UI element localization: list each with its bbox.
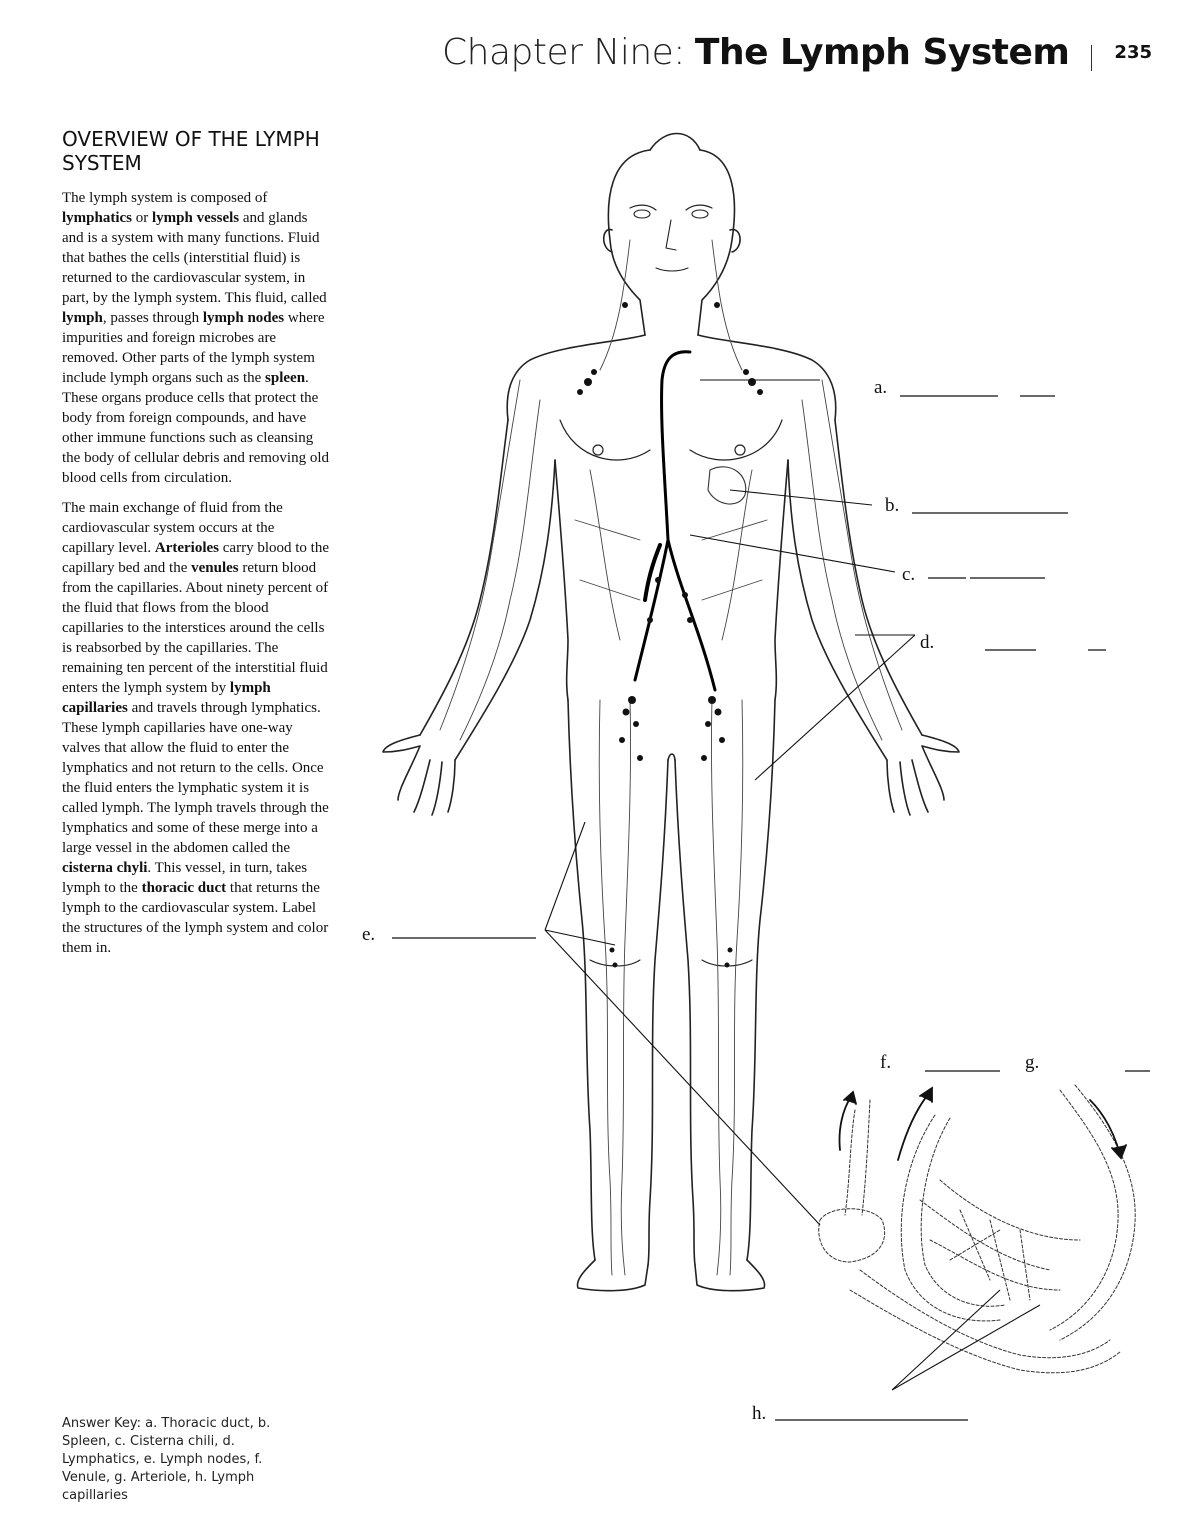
bold-term: lymph (62, 310, 103, 326)
chapter-prefix: Chapter Nine: (442, 32, 685, 73)
text-run: that returns the lymph to the cardiovascular system. Label the structures of the lymph system and color them in. (62, 880, 329, 956)
text-run: and glands and is a system with many functions. Fluid that bathes the cells (interstitial fluid) is returned to the cardiovascular system, in part, by the lymph system. This fluid, called (62, 210, 327, 306)
section-title: OVERVIEW OF THE LYMPH SYSTEM (62, 127, 320, 175)
answer-key: Answer Key: a. Thoracic duct, b. Spleen, c. Cisterna chili, d. Lymphatics, e. Lymph nodes, f. Venule, g. Arteriole, h. Lymph capillaries (62, 1416, 271, 1503)
text-run: The lymph system is composed of (62, 190, 268, 206)
leader-lines (545, 380, 1040, 1390)
bold-term: lymphatics (62, 210, 133, 226)
bold-term: Arterioles (154, 540, 220, 556)
text-run: . This vessel, in turn, takes lymph to the (62, 860, 308, 896)
label-d: d. (920, 632, 935, 653)
text-run: return blood from the capillaries. About ninety percent of the fluid that flows from the blood capillaries to the interstices around the cells is reabsorbed by the capillaries. The remaining ten percent of the interstitial fluid enters the lymph system by (62, 560, 329, 696)
spleen (708, 467, 746, 504)
chapter-title: The Lymph System (694, 32, 1070, 73)
text-run: The main exchange of fluid from the cardiovascular system occurs at the capillary level. (62, 500, 283, 556)
thoracic-duct (635, 352, 715, 690)
label-g: g. (1025, 1052, 1040, 1073)
bold-term: thoracic duct (141, 880, 227, 896)
bold-term: lymph capillaries (62, 680, 271, 716)
inset-arrows (840, 1088, 1127, 1160)
capillary-bed-inset (819, 1085, 1135, 1373)
text-run: or (132, 210, 153, 226)
body-outline (383, 134, 959, 1291)
lymphatic-vessels (440, 240, 902, 1275)
text-run: , passes through (102, 310, 203, 326)
bold-term: cisterna chyli (62, 860, 148, 876)
label-e: e. (362, 924, 376, 945)
lymph-nodes (577, 302, 763, 968)
label-a: a. (874, 377, 888, 398)
label-c: c. (902, 564, 916, 585)
page-number: 235 (1114, 42, 1152, 63)
bold-term: lymph vessels (152, 210, 240, 226)
bold-term: venules (191, 560, 239, 576)
text-run: and travels through lymphatics. These lymph capillaries have one-way valves that allow the fluid to enter the lymphatics and not return to the cells. Once the fluid enters the lymphatic system it is called lymph. The lymph travels through the lymphatics and some of these merge into a large vessel in the abdomen called the (62, 700, 329, 856)
label-f: f. (880, 1052, 892, 1073)
bold-term: spleen (265, 370, 306, 386)
text-run: . These organs produce cells that protect the body from foreign compounds, and have other immune functions such as cleansing the body of cellular debris and removing old blood cells from circulation. (62, 370, 330, 486)
label-b: b. (885, 495, 900, 516)
label-h: h. (752, 1403, 767, 1424)
text-run: carry blood to the capillary bed and the (62, 540, 329, 576)
text-run: where impurities and foreign microbes are removed. Other parts of the lymph system include lymph organs such as the (62, 310, 325, 386)
bold-term: lymph nodes (202, 310, 285, 326)
